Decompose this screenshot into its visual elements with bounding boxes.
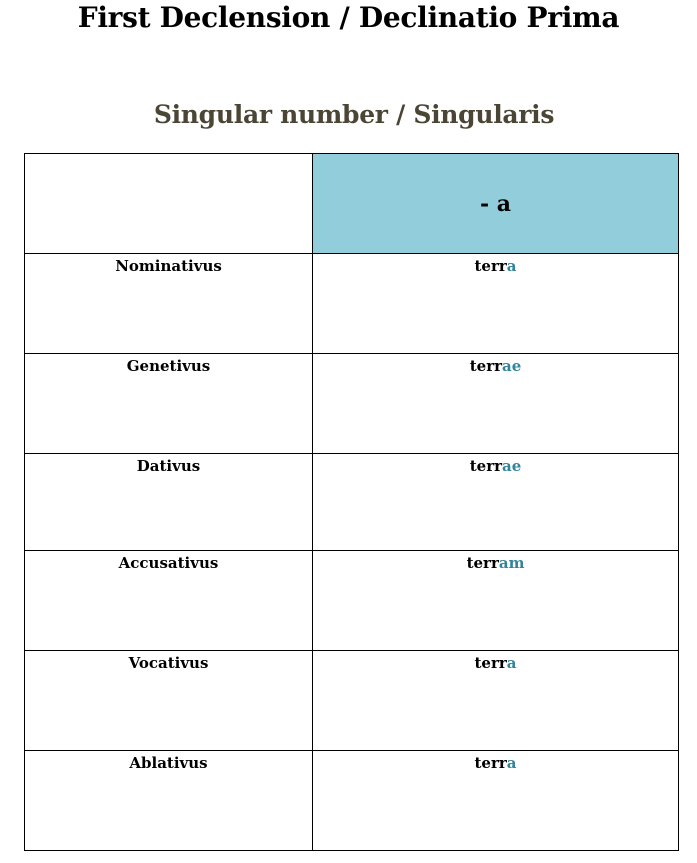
form-cell xyxy=(313,354,679,454)
form-cell xyxy=(313,551,679,651)
table-header-row xyxy=(25,154,679,254)
word-stem: terr xyxy=(474,654,507,672)
header-corner-cell xyxy=(25,154,313,254)
case-label-cell xyxy=(25,254,313,354)
table-row xyxy=(25,454,679,551)
case-label: Genetivus xyxy=(126,357,211,375)
word-stem: terr xyxy=(466,554,499,572)
declined-form xyxy=(313,454,678,475)
case-label-cell xyxy=(25,651,313,751)
form-cell xyxy=(313,651,679,751)
declined-form xyxy=(313,551,678,572)
case-label: Ablativus xyxy=(129,754,208,772)
case-label-cell xyxy=(25,551,313,651)
declined-form xyxy=(313,751,678,772)
table-row xyxy=(25,354,679,454)
case-label-cell xyxy=(25,751,313,851)
header-ending-cell: - a xyxy=(313,154,679,254)
word-ending: am xyxy=(498,554,525,572)
case-label: Vocativus xyxy=(128,654,209,672)
word-stem: terr xyxy=(474,257,507,275)
declined-form xyxy=(313,254,678,275)
table-row xyxy=(25,751,679,851)
word-ending: a xyxy=(506,654,517,672)
page-title: First Declension / Declinatio Prima xyxy=(77,1,620,34)
word-ending: ae xyxy=(502,457,522,475)
declined-form xyxy=(313,354,678,375)
form-cell xyxy=(313,254,679,354)
word-stem: terr xyxy=(469,457,502,475)
form-cell xyxy=(313,454,679,551)
word-stem: terr xyxy=(474,754,507,772)
case-label: Nominativus xyxy=(115,257,222,275)
case-label-cell xyxy=(25,354,313,454)
declension-table xyxy=(24,153,679,851)
case-label: Accusativus xyxy=(118,554,219,572)
table-row xyxy=(25,651,679,751)
word-ending: a xyxy=(506,257,517,275)
word-ending: ae xyxy=(502,357,522,375)
word-stem: terr xyxy=(469,357,502,375)
case-label: Dativus xyxy=(136,457,201,475)
page-subtitle: Singular number / Singularis xyxy=(153,100,555,129)
case-label-cell xyxy=(25,454,313,551)
word-ending: a xyxy=(506,754,517,772)
form-cell xyxy=(313,751,679,851)
table-row xyxy=(25,254,679,354)
table-row xyxy=(25,551,679,651)
declined-form xyxy=(313,651,678,672)
